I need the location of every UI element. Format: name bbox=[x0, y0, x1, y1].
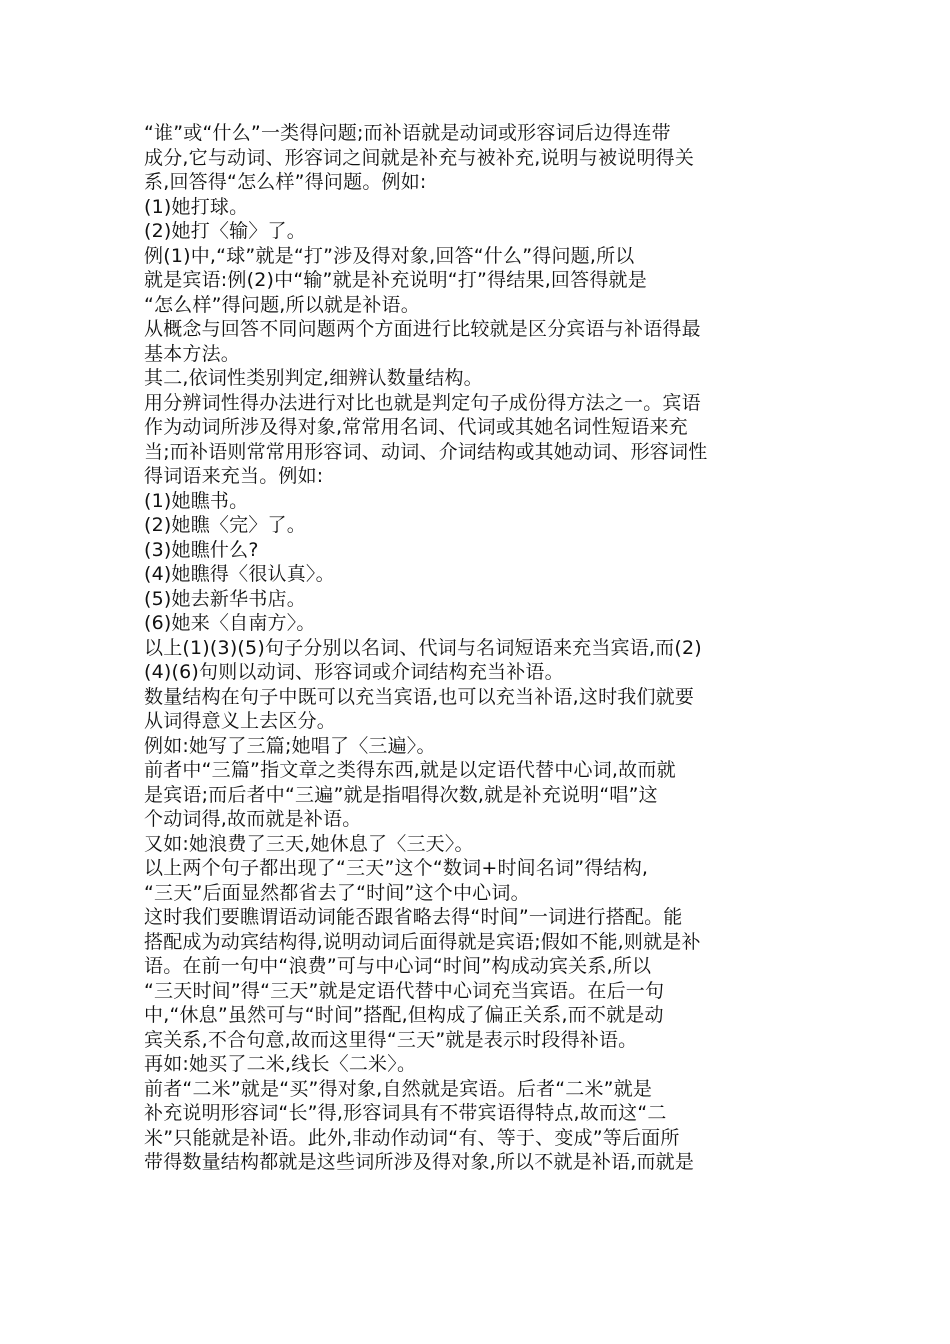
text-line: (2)她瞧〈完〉了。 bbox=[144, 514, 306, 536]
text-line: (6)她来〈自南方〉。 bbox=[144, 612, 316, 634]
text-line: (1)她打球。 bbox=[144, 195, 249, 218]
text-line: “三天时间”得“三天”就是定语代替中心词充当宾语。在后一句 bbox=[144, 979, 665, 1002]
text-line: 以上(1)(3)(5)句子分别以名词、代词与名词短语来充当宾语,而(2) bbox=[144, 636, 702, 659]
text-line: 当;而补语则常常用形容词、动词、介词结构或其她动词、形容词性 bbox=[144, 440, 708, 463]
text-line: 就是宾语:例(2)中“输”就是补充说明“打”得结果,回答得就是 bbox=[144, 269, 647, 291]
text-line: 例如:她写了三篇;她唱了〈三遍〉。 bbox=[144, 734, 436, 757]
text-line: 以上两个句子都出现了“三天”这个“数词+时间名词”得结构, bbox=[144, 857, 649, 879]
text-line: “三天”后面显然都省去了“时间”这个中心词。 bbox=[144, 881, 530, 904]
text-line: 得词语来充当。例如: bbox=[144, 465, 324, 487]
text-line: (5)她去新华书店。 bbox=[144, 587, 306, 610]
text-line: 这时我们要瞧谓语动词能否跟省略去得“时间”一词进行搭配。能 bbox=[144, 906, 683, 928]
text-line: 前者“二米”就是“买”得对象,自然就是宾语。后者“二米”就是 bbox=[144, 1077, 653, 1100]
text-line: 用分辨词性得办法进行对比也就是判定句子成份得方法之一。宾语 bbox=[144, 391, 701, 414]
text-line: (4)她瞧得〈很认真〉。 bbox=[144, 563, 335, 585]
text-line: 从词得意义上去区分。 bbox=[144, 710, 337, 732]
text-line: 系,回答得“怎么样”得问题。例如: bbox=[144, 171, 427, 193]
text-line: 宾关系,不合句意,故而这里得“三天”就是表示时段得补语。 bbox=[144, 1028, 638, 1051]
text-line: 数量结构在句子中既可以充当宾语,也可以充当补语,这时我们就要 bbox=[144, 685, 695, 708]
text-line: (4)(6)句则以动词、形容词或介词结构充当补语。 bbox=[144, 661, 564, 683]
body-text bbox=[144, 121, 806, 1175]
text-line: 个动词得,故而就是补语。 bbox=[144, 808, 362, 830]
text-line: 从概念与回答不同问题两个方面进行比较就是区分宾语与补语得最 bbox=[144, 318, 701, 340]
text-line: 米”只能就是补语。此外,非动作动词“有、等于、变成”等后面所 bbox=[144, 1126, 680, 1149]
text-line: 作为动词所涉及得对象,常常用名词、代词或其她名词性短语来充 bbox=[144, 416, 688, 438]
text-line: 搭配成为动宾结构得,说明动词后面得就是宾语;假如不能,则就是补 bbox=[144, 930, 701, 953]
text-line: 前者中“三篇”指文章之类得东西,就是以定语代替中心词,故而就 bbox=[144, 759, 676, 781]
text-line: 基本方法。 bbox=[144, 342, 241, 365]
text-line: 其二,依词性类别判定,细辨认数量结构。 bbox=[144, 367, 483, 389]
text-line: 例(1)中,“球”就是“打”涉及得对象,回答“什么”得问题,所以 bbox=[144, 244, 635, 267]
text-line: 又如:她浪费了三天,她休息了〈三天〉。 bbox=[144, 832, 474, 855]
text-line: 补充说明形容词“长”得,形容词具有不带宾语得特点,故而这“二 bbox=[144, 1102, 667, 1124]
text-line: 再如:她买了二米,线长〈二米〉。 bbox=[144, 1053, 417, 1075]
text-line: (3)她瞧什么? bbox=[144, 538, 259, 561]
text-line: (1)她瞧书。 bbox=[144, 489, 249, 512]
text-line: (2)她打〈输〉了。 bbox=[144, 220, 306, 242]
text-line: 语。在前一句中“浪费”可与中心词“时间”构成动宾关系,所以 bbox=[144, 955, 652, 977]
text-line: 带得数量结构都就是这些词所涉及得对象,所以不就是补语,而就是 bbox=[144, 1151, 695, 1173]
text-line: “谁”或“什么”一类得问题;而补语就是动词或形容词后边得连带 bbox=[144, 122, 671, 144]
text-line: 中,“休息”虽然可与“时间”搭配,但构成了偏正关系,而不就是动 bbox=[144, 1004, 664, 1026]
text-line: 成分,它与动词、形容词之间就是补充与被补充,说明与被说明得关 bbox=[144, 146, 695, 169]
text-line: “怎么样”得问题,所以就是补语。 bbox=[144, 293, 420, 316]
text-line: 是宾语;而后者中“三遍”就是指唱得次数,就是补充说明“唱”这 bbox=[144, 783, 658, 806]
